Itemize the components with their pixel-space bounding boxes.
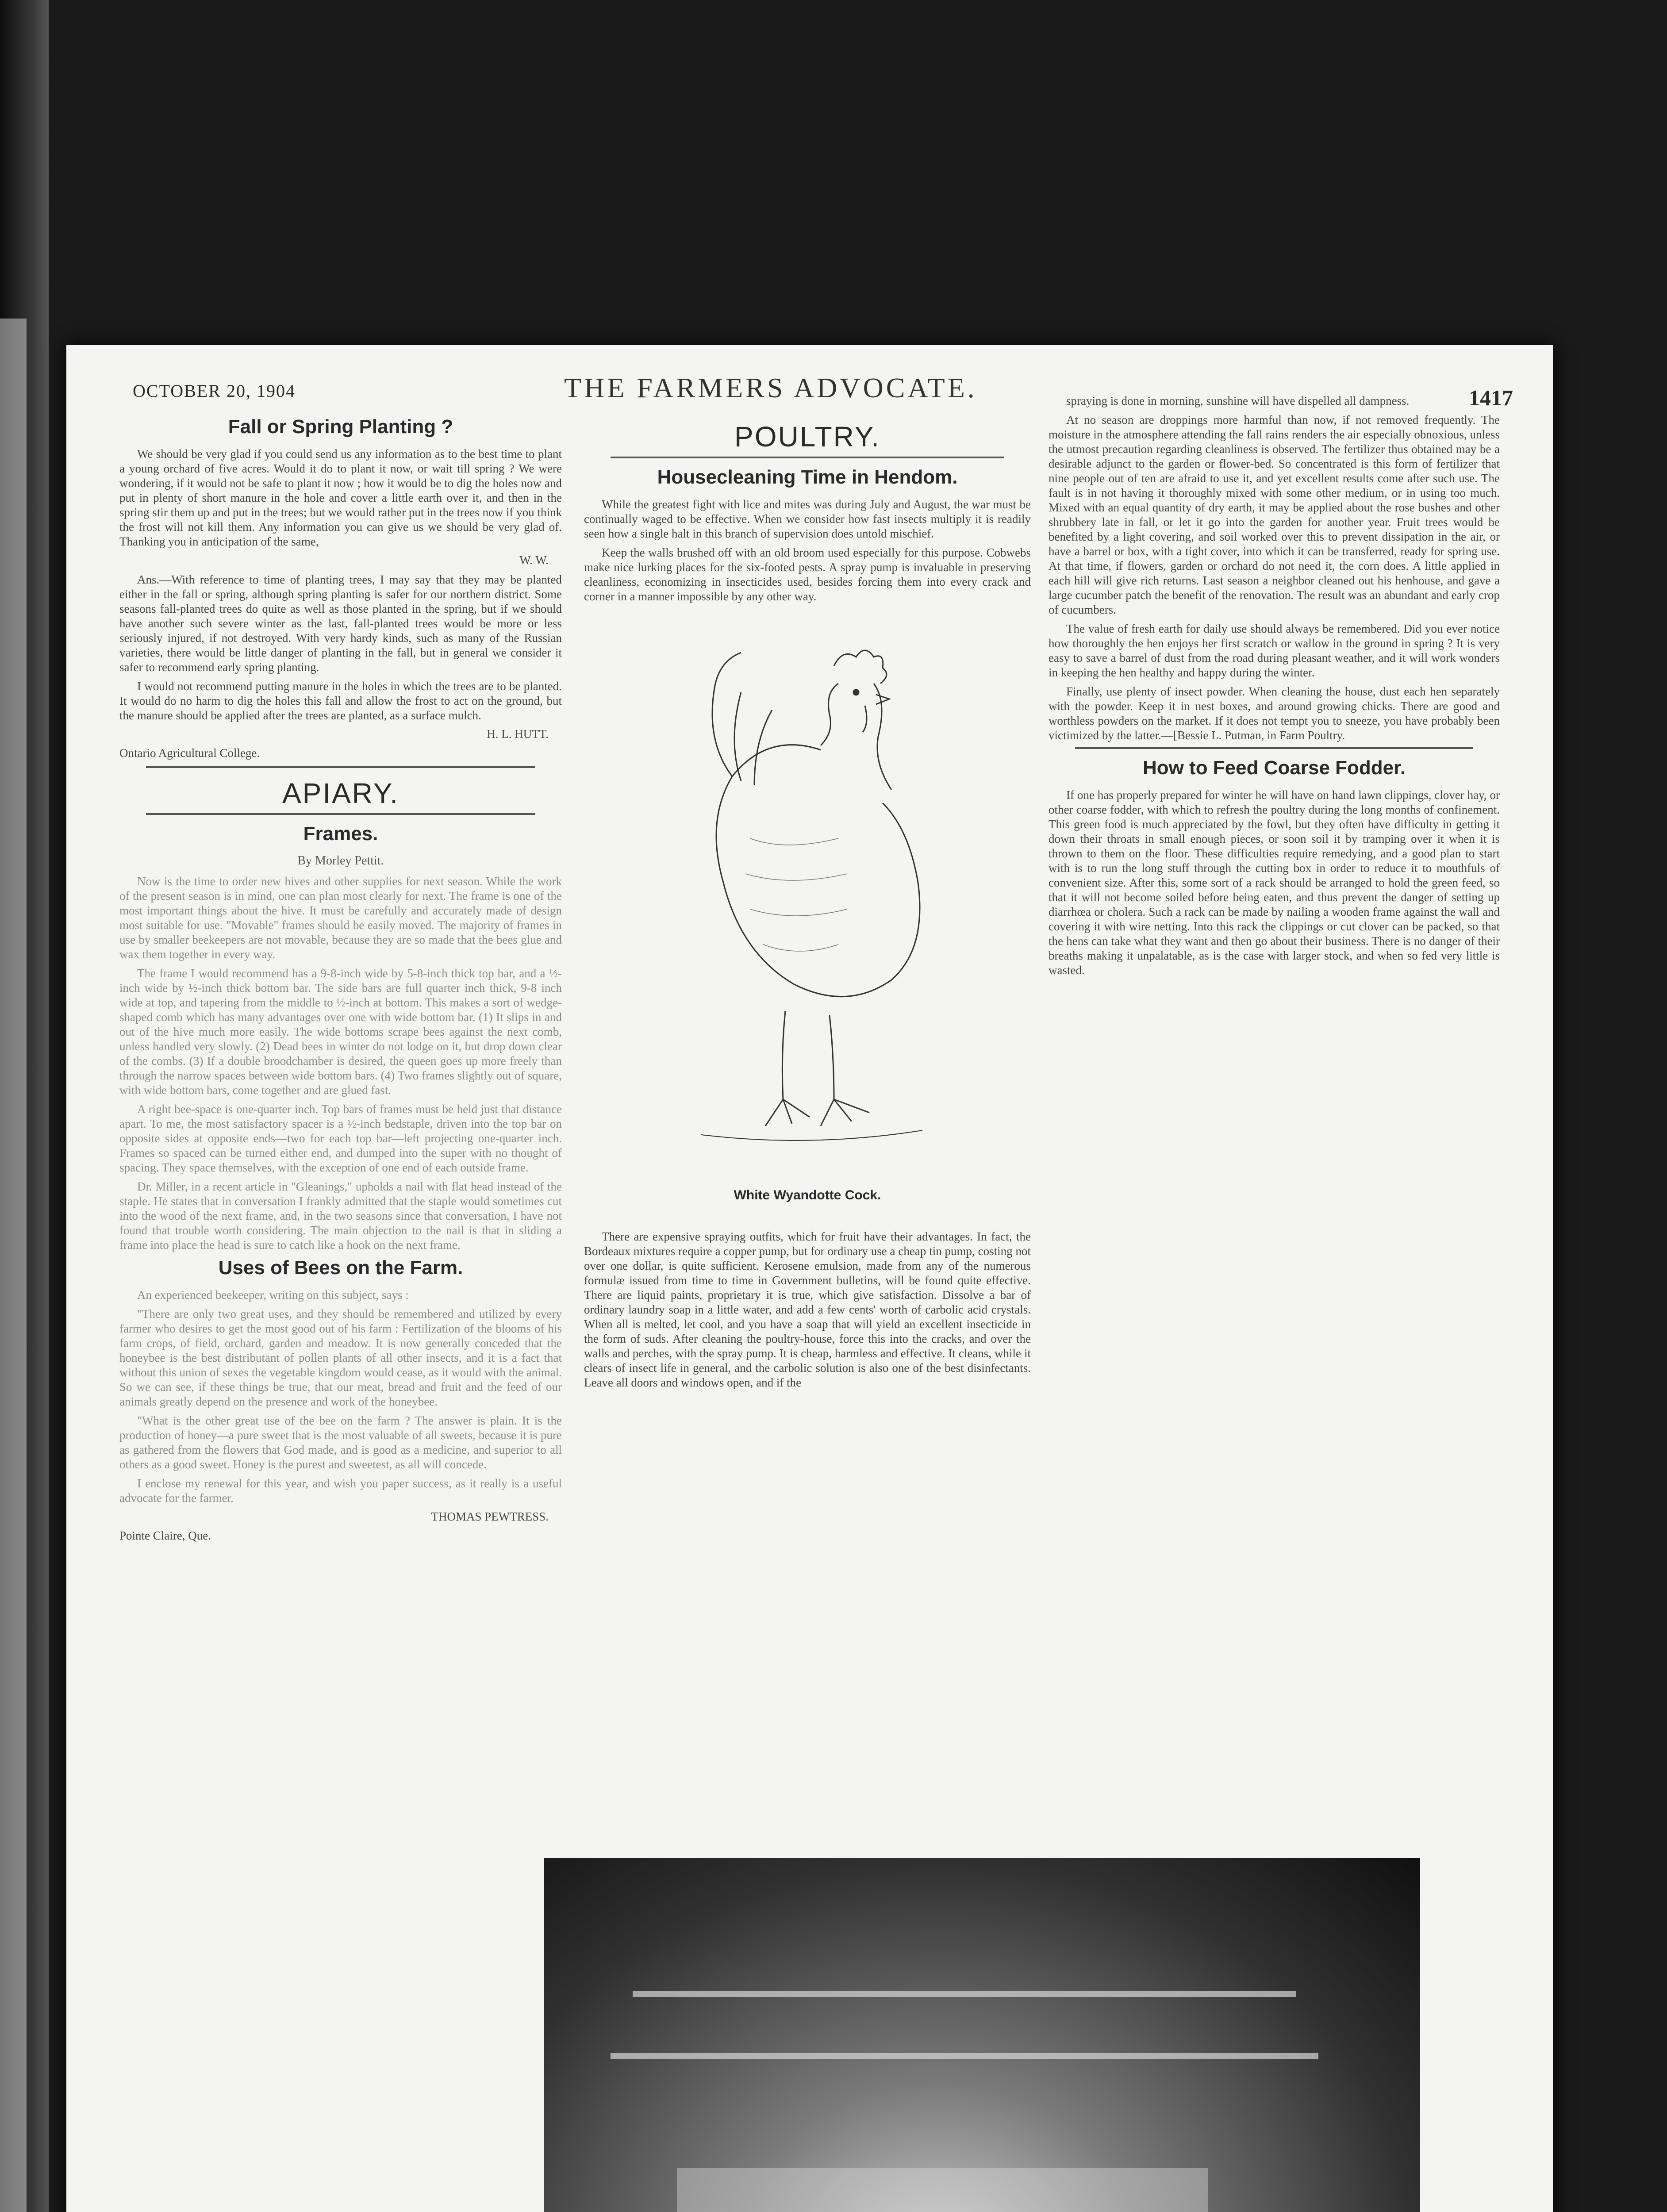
department-heading: APIARY. [282,777,399,809]
paragraph: "There are only two great uses, and they should be remembered and utilized by every farmer who desires to get the most good out of his farm : Fertilization of the blooms of his farm crops, of field, orchard, garden and meadow. It is now generally conceded that the honeybee is the best distributant of pollen plants of all other insects, and it is a fact that without this union of sexes the vegetable kingdom would cease, as it would with the animal. So we can see, if these things be true, that our meat, bread and fruit and the feed of our animals greatly depend on the presence and work of the honeybee. [119,1307,562,1408]
column-1 [119,411,562,1549]
section-rule [146,766,535,768]
paragraph: We should be very glad if you could send us any information as to the best time to plant a young orchard of five acres. Would it do to plant it now, or wait till spring ? We were wondering, if it would not be safe to plant it now ; how it would be to dig the holes now and put in plenty of short manure in the hole and cover a little earth over it, and then in the spring stir them up and put in the trees; but we would rather put in the trees now if you think the frost will not kill them. Any information you can give us we should be very glad of. Thanking you in anticipation of the same, [119,447,562,548]
signature: W. W. [519,553,549,567]
article-title: Uses of Bees on the Farm. [218,1257,463,1279]
affiliation: Ontario Agricultural College. [119,746,260,760]
byline: By Morley Pettit. [297,854,384,868]
paragraph: There are expensive spraying outfits, which for fruit have their advantages. In fact, the Bordeaux mixtures require a copper pump, but for ordinary use a cheap tin pump, costing not over one dollar, is quite sufficient. Kerosene emulsion, made from any of the numerous formulæ issued from time to time in Government bulletins, will be found quite effective. There are liquid paints, proprietary it is true, which give satisfaction. Dissolve a bar of ordinary laundry soap in a little water, and add a few cents' worth of carbolic acid crystals. When all is melted, let cool, and you have a soap that will yield an excellent insecticide in the form of suds. After cleaning the poultry-house, force this into the cracks, and over the walls and perches, with the spray pump. It is cheap, harmless and effective. It cleans, while it clears of insect life in general, and the carbolic solution is also one of the best disinfectants. Leave all doors and windows open, and if the [584,1230,1031,1389]
fruit-exhibit-photo [544,1858,1420,2212]
article-title: How to Feed Coarse Fodder. [1142,757,1406,779]
paragraph: The value of fresh earth for daily use should always be remembered. Did you ever notice how thoroughly the hen enjoys her first scratch or wallow in the ground in spring ? It is very easy to save a barrel of dust from the road during pleasant weather, and it will work wonders in keeping the hen healthy and happy during the winter. [1049,622,1500,679]
section-rule [1075,747,1473,749]
paragraph: Finally, use plenty of insect powder. When cleaning the house, dust each hen separately with the powder. Keep it in nest boxes, and around growing chicks. There are good and worthless powders on the market. If it does not tempt you to sneeze, you have probably been victimized by the latter.—[Bessie L. Putman, in Farm Poultry. [1049,685,1500,742]
department-heading: POULTRY. [734,421,880,453]
paragraph: spraying is done in morning, sunshine will have dispelled all dampness. [1066,394,1410,407]
paragraph: "What is the other great use of the bee on the farm ? The answer is plain. It is the production of honey—a pure sweet that is the most valuable of all sweets, because it is pure as gathered from the flowers that God made, and is good as a medicine, and superior to all others as a good sweet. Honey is the purest and sweetest, as all will concede. [119,1414,562,1471]
wyandotte-cock-illustration [688,617,927,1183]
column-2 [584,411,1031,1394]
previous-page-edge [0,319,27,2212]
photo-display-table [677,2168,1208,2212]
signature: THOMAS PEWTRESS. [431,1510,549,1523]
paragraph: Keep the walls brushed off with an old broom used especially for this purpose. Cobwebs make nice lurking places for the six-footed pests. A spray pump is invaluable in preserving cleanliness, economizing in insecticides used, besides forcing them into every crack and corner in a manner impossible by any other way. [584,546,1031,603]
figure-caption: White Wyandotte Cock. [734,1188,881,1202]
paragraph: If one has properly prepared for winter he will have on hand lawn clippings, clover hay, or other coarse fodder, with which to refresh the poultry during the long months of confinement. This green food is much appreciated by the fowl, but they often have difficulty in getting it down their throats in small enough pieces, or soon soil it by tramping over it when it is thrown to them on the floor. These difficulties require remedying, and a good plan to start with is to run the long stuff through the cutting box in order to reduce it to mouthfuls of convenient size. After this, some sort of a rack should be arranged to hold the green feed, so that it will not become soiled before being eaten, and thus prevent the danger of setting up diarrhœa or cholera. Such a rack can be made by nailing a wooden frame against the wall and covering it with wire netting. Into this rack the clippings or cut clover can be packed, so that the hens can take what they want and then go about their business. There is no danger of their breaths making it unpalatable, as is the case with larger stock, and when so fed very little is wasted. [1049,788,1500,977]
column-3 [1049,394,1500,982]
photo-shelf [633,1991,1296,1997]
paragraph: The frame I would recommend has a 9-8-inch wide by 5-8-inch thick top bar, and a ½-inch wide by ½-inch thick bottom bar. The side bars are full quarter inch thick, 9-8 inch wide at top, and tapering from the middle to ½-inch at bottom. This makes a sort of wedge-shaped comb which has many advantages over one with wide bottom bar. (1) It slips in and out of the hive much more easily. The wide bottoms scrape bees against the next comb, unless handled very slowly. (2) Dead bees in winter do not lodge on it, but drop down clear of the combs. (3) If a double broodchamber is desired, the queen goes up more freely than through the narrow spaces between wide bottom bars. (4) Two frames slightly out of square, with wide bottom bars, come together and are glued fast. [119,967,562,1097]
page-number: 1417 [1469,385,1513,410]
paragraph: A right bee-space is one-quarter inch. Top bars of frames must be held just that distance apart. To me, the most satisfactory spacer is a ½-inch bedstaple, driven into the top bar on opposite sides at opposite ends—two for each top bar—left projecting one-quarter inch. Frames so spaced can be turned either end, and dumped into the super with no thought of spacing. They space themselves, with the exception of one end of each outside frame. [119,1102,562,1174]
photo-shelf [611,2053,1318,2059]
paragraph: While the greatest fight with lice and mites was during July and August, the war must be continually waged to be effective. When we consider how fast insects multiply it is readily seen how a single halt in this branch of supervision does untold mischief. [584,498,1031,540]
section-rule [611,457,1004,458]
paragraph: Ans.—With reference to time of planting trees, I may say that they may be planted either in the fall or spring, although spring planting is safer for our northern district. Some seasons fall-planted trees do quite as well as those planted in the spring, but if we should have another such severe winter as the last, fall-planted trees would be more or less seriously injured, if not destroyed. With very hardy kinds, such as many of the Russian varieties, there would be little danger of planting in the fall, but in general we consider it safer to recommend early spring planting. [119,573,562,674]
location: Pointe Claire, Que. [119,1529,211,1542]
signature: H. L. HUTT. [487,727,549,741]
paragraph: At no season are droppings more harmful than now, if not removed frequently. The moisture in the atmosphere attending the fall rains renders the air especially obnoxious, unless the utmost precaution regarding cleanliness is observed. The fertilizer thus obtained may be a desirable adjunct to the garden or flower-bed. So concentrated is this form of fertilizer that nine people out of ten are afraid to use it, and yet excellent results come after such use. The fault is in not having it thoroughly mixed with some other medium, or in using too much. Mixed with an equal quantity of dry earth, it may be applied about the rose bushes and other shrubbery late in fall, or let it go into the garden for another year. Fruit trees would be benefited by a light covering, and soil worked over this to prevent dissipation in the air, or have a barrel or box, with a tight cover, into which it can be transferred, ready for spring use. At that time, if flowers, garden or orchard do not need it, the corn does. A little applied in each hill will give rich returns. Last season a neighbor cleaned out his henhouse, and gave a large cucumber patch the benefit of the renovation. The result was an abundant and early crop of cucumbers. [1049,413,1500,616]
issue-date: OCTOBER 20, 1904 [133,381,296,401]
article-title: Frames. [303,823,378,845]
section-rule [146,813,535,815]
paragraph: I enclose my renewal for this year, and wish you paper success, as it really is a useful advocate for the farmer. [119,1477,562,1505]
article-title: Fall or Spring Planting ? [228,416,453,438]
article-title: Housecleaning Time in Hendom. [657,466,958,488]
paragraph: I would not recommend putting manure in the holes in which the trees are to be planted. It would do no harm to dig the holes this fall and allow the frost to act on the ground, but the manure should be applied after the trees are planted, as a surface mulch. [119,680,562,722]
masthead: THE FARMERS ADVOCATE. [564,372,977,403]
paragraph: Dr. Miller, in a recent article in "Gleanings," upholds a nail with flat head instead of the staple. He states that in conversation I frankly admitted that the staple would sometimes cut into the wood of the next frame, and, in the two seasons since that conversation, I have not found that trouble worth considering. The main objection to the nail is that in sliding a frame into place the head is sure to catch like a hook on the next frame. [119,1180,562,1252]
paragraph: Now is the time to order new hives and other supplies for next season. While the work of the present season is in mind, one can plan most clearly for next. The frame is one of the most important things about the hive. It must be carefully and accurately made of design most suitable for use. "Movable" frames should be easily moved. The majority of frames in use by smaller beekeepers are not movable, because they are so made that the bees glue and wax them together in every way. [119,875,562,961]
paragraph: An experienced beekeeper, writing on this subject, says : [137,1288,409,1302]
